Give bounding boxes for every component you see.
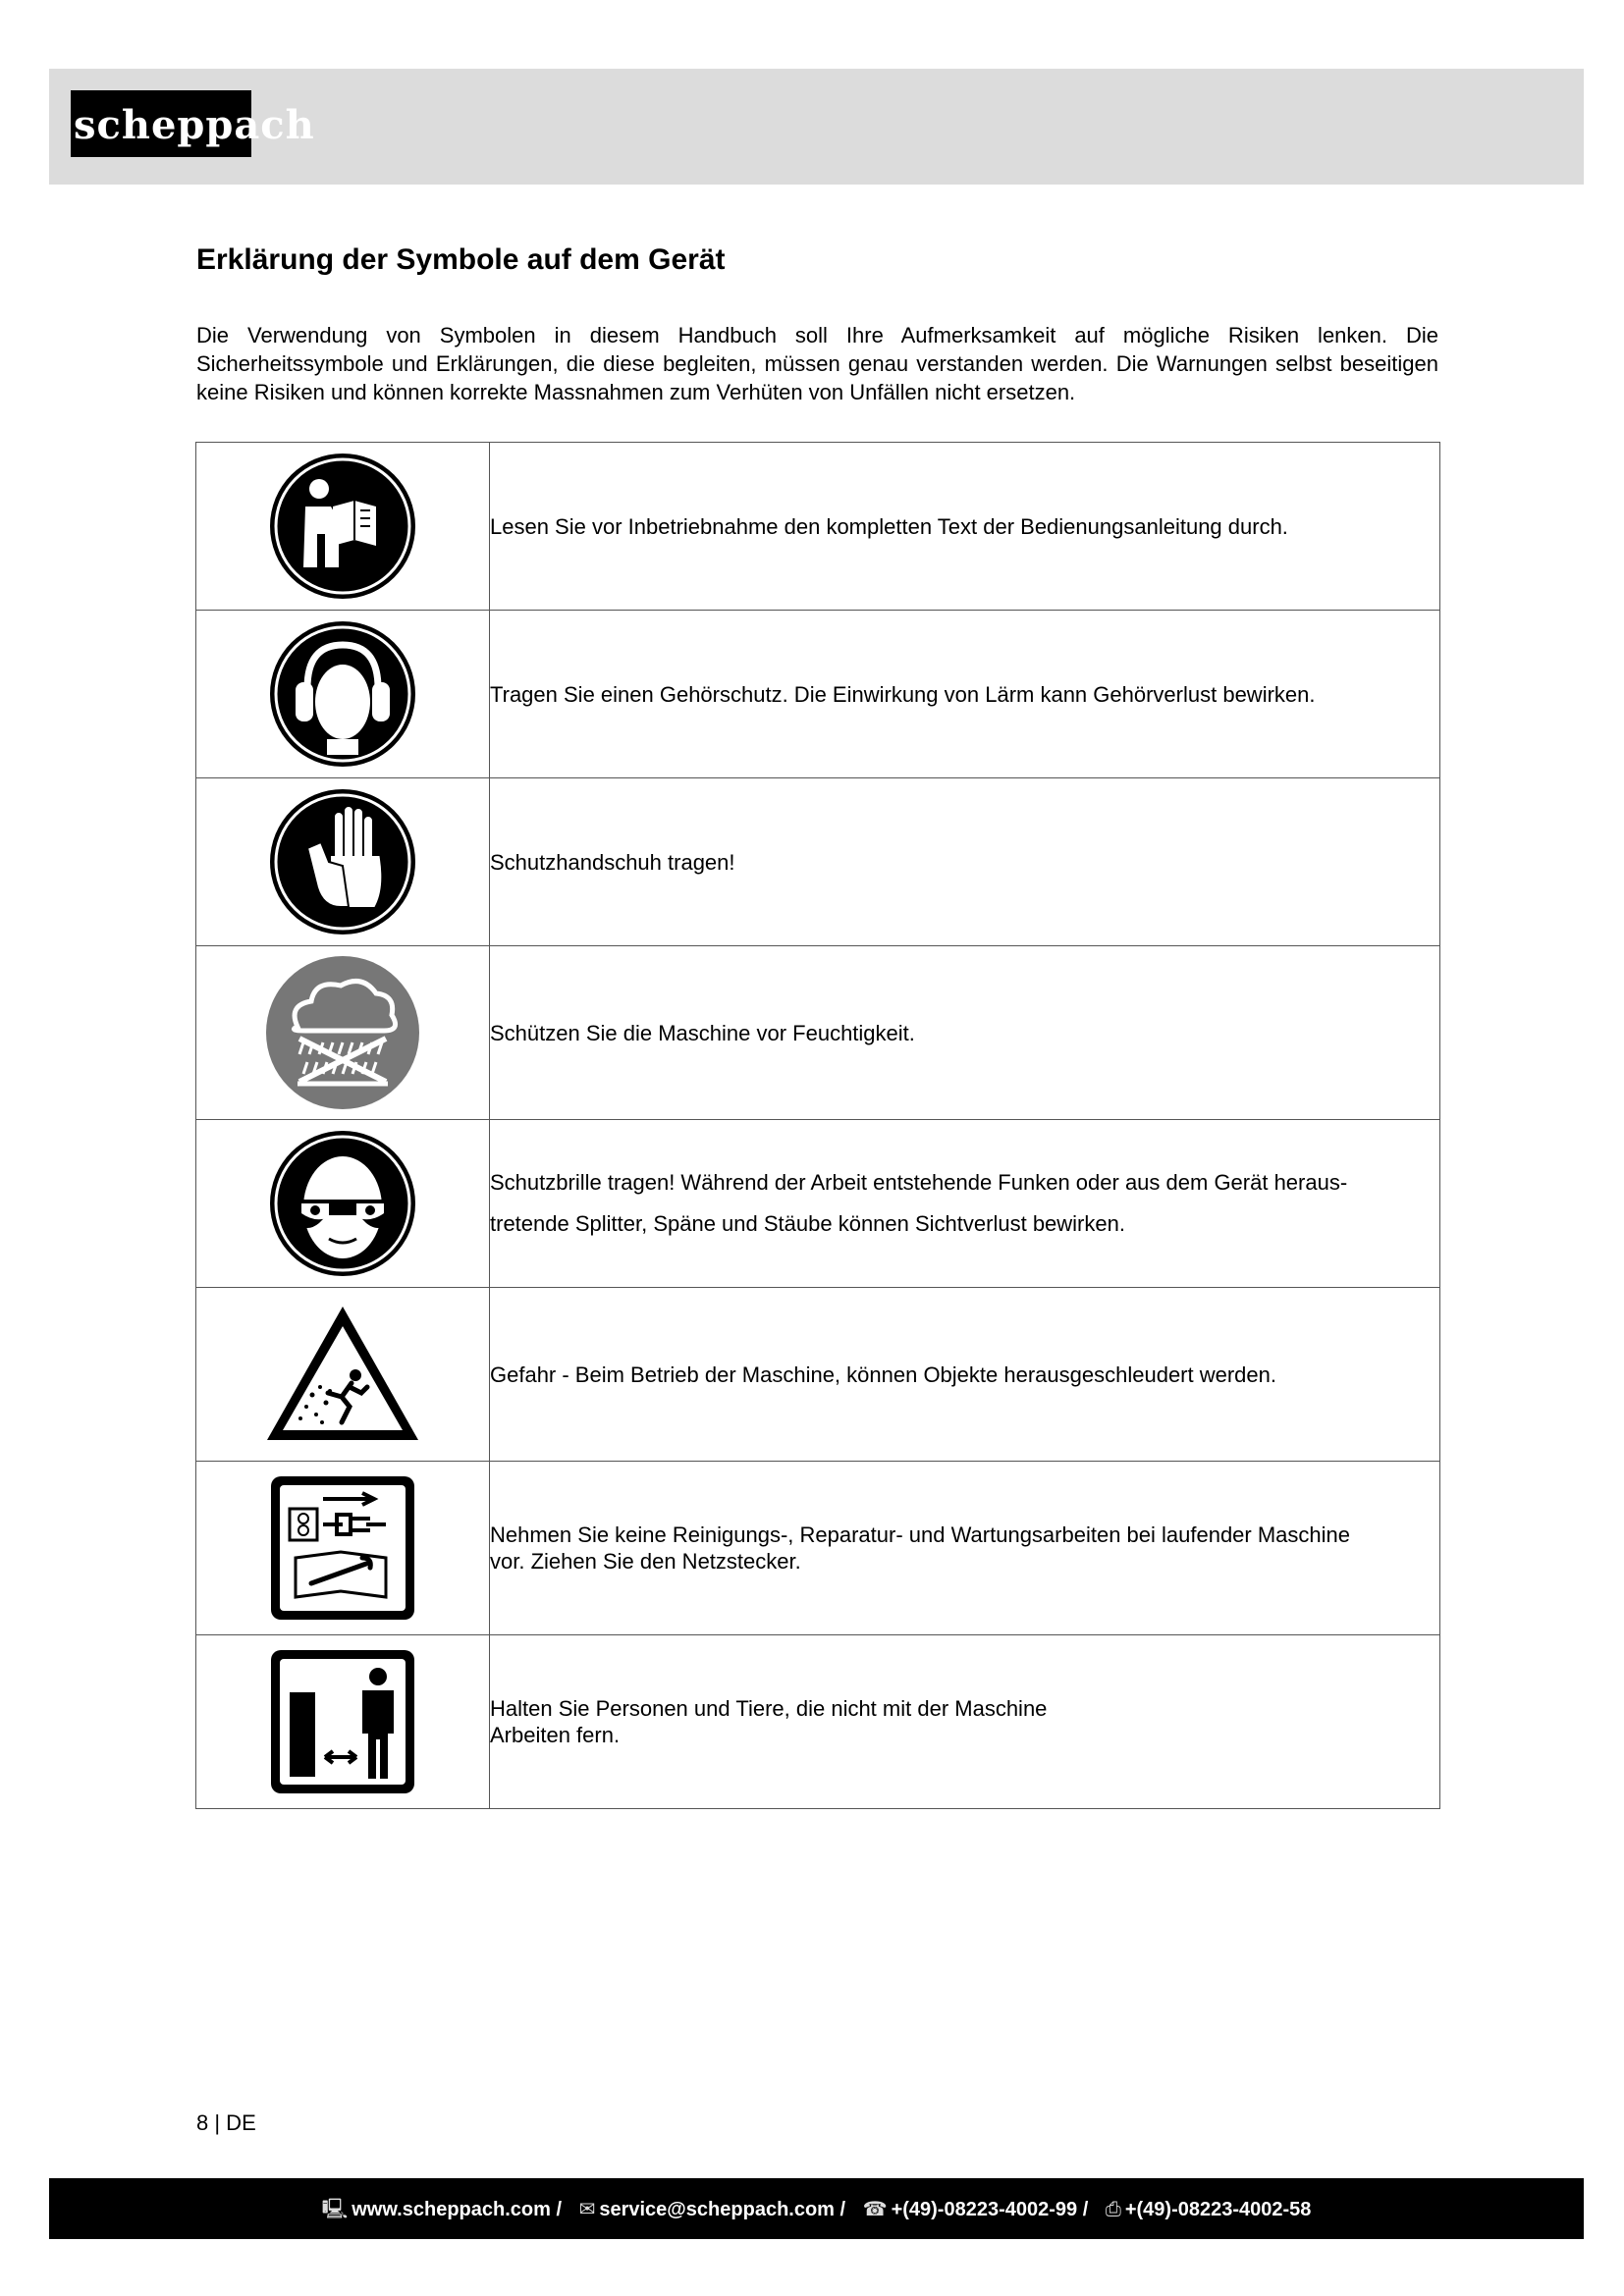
keep-distance-icon: [268, 1647, 417, 1796]
symbol-row: [196, 946, 1440, 1120]
symbol-row: [196, 1120, 1440, 1288]
symbol-icon-cell: [196, 1635, 490, 1809]
computer-icon: 🖳: [321, 2197, 349, 2220]
footer-email[interactable]: service@scheppach.com /: [599, 2199, 846, 2220]
symbol-description: Tragen Sie einen Gehörschutz. Die Einwirkung von Lärm kann Gehörverlust bewirken.: [490, 681, 1316, 707]
symbol-text-cell: [490, 611, 1440, 778]
flying-objects-warning-icon: [261, 1301, 424, 1448]
symbol-description-line2: Arbeiten fern.: [490, 1723, 621, 1747]
intro-paragraph: Die Verwendung von Symbolen in diesem Handbuch soll Ihre Aufmerksamkeit auf mögliche Risiken lenken. Die Sicherheitssymbole und Erklärungen, die diese begleiten, müssen genau verstanden werden. Die Warnungen selbst beseitigen keine Risiken und können korrekte Massnahmen zum Verhüten von Unfällen nicht ersetzen.: [196, 323, 1438, 404]
symbol-icon-cell: [196, 946, 490, 1120]
symbol-row: [196, 443, 1440, 611]
symbol-text-cell: [490, 778, 1440, 946]
footer-phone: +(49)-08223-4002-99 /: [891, 2199, 1089, 2220]
symbol-description-line1: Schutzbrille tragen! Während der Arbeit entstehende Funken oder aus dem Gerät heraus-: [490, 1170, 1348, 1195]
symbol-icon-cell: [196, 1462, 490, 1635]
header-band: [49, 69, 1584, 185]
scheppach-logo: scheppach: [71, 90, 251, 157]
symbol-icon-cell: [196, 611, 490, 778]
footer-band: [49, 2178, 1584, 2239]
symbol-text-cell: [490, 946, 1440, 1120]
symbol-text-cell: [490, 1635, 1440, 1809]
symbol-description-line1: Halten Sie Personen und Tiere, die nicht mit der Maschine: [490, 1696, 1048, 1721]
footer-fax: +(49)-08223-4002-58: [1124, 2199, 1312, 2220]
symbol-description: Lesen Sie vor Inbetriebnahme den kompletten Text der Bedienungsanleitung durch.: [490, 513, 1288, 539]
safety-goggles-icon: [268, 1129, 417, 1278]
symbol-row: [196, 1462, 1440, 1635]
symbol-description-line2: vor. Ziehen Sie den Netzstecker.: [490, 1549, 801, 1574]
symbol-text-cell: [490, 443, 1440, 611]
symbol-description: Gefahr - Beim Betrieb der Maschine, können Objekte herausgeschleudert werden.: [490, 1362, 1276, 1387]
symbol-icon-cell: [196, 1120, 490, 1288]
symbol-description: Schützen Sie die Maschine vor Feuchtigkeit.: [490, 1020, 915, 1045]
no-rain-icon: [264, 954, 421, 1111]
footer-website[interactable]: www.scheppach.com /: [352, 2199, 563, 2220]
read-manual-icon: [268, 452, 417, 601]
gloves-icon: [268, 787, 417, 936]
symbol-text-cell: [490, 1288, 1440, 1462]
symbol-row: [196, 1288, 1440, 1462]
mail-icon: ✉: [578, 2197, 596, 2220]
symbol-icon-cell: [196, 1288, 490, 1462]
ear-protection-icon: [268, 619, 417, 769]
symbols-table: [195, 442, 1440, 1809]
symbol-icon-cell: [196, 778, 490, 946]
unplug-before-maintenance-icon: [268, 1473, 417, 1623]
fax-icon: ⎙: [1105, 2197, 1121, 2220]
symbol-icon-cell: [196, 443, 490, 611]
symbol-text-cell: [490, 1120, 1440, 1288]
symbol-row: [196, 611, 1440, 778]
symbol-row: [196, 1635, 1440, 1809]
page-title: Erklärung der Symbole auf dem Gerät: [196, 243, 726, 276]
symbol-description: Schutzhandschuh tragen!: [490, 849, 735, 875]
symbol-text-cell: [490, 1462, 1440, 1635]
page-number: 8 | DE: [196, 2110, 256, 2135]
symbol-description-line2: tretende Splitter, Späne und Stäube können Sichtverlust bewirken.: [490, 1211, 1125, 1236]
phone-icon: ☎: [862, 2197, 888, 2220]
symbol-description-line1: Nehmen Sie keine Reinigungs-, Reparatur- und Wartungsarbeiten bei laufender Maschine: [490, 1522, 1351, 1547]
symbol-row: [196, 778, 1440, 946]
